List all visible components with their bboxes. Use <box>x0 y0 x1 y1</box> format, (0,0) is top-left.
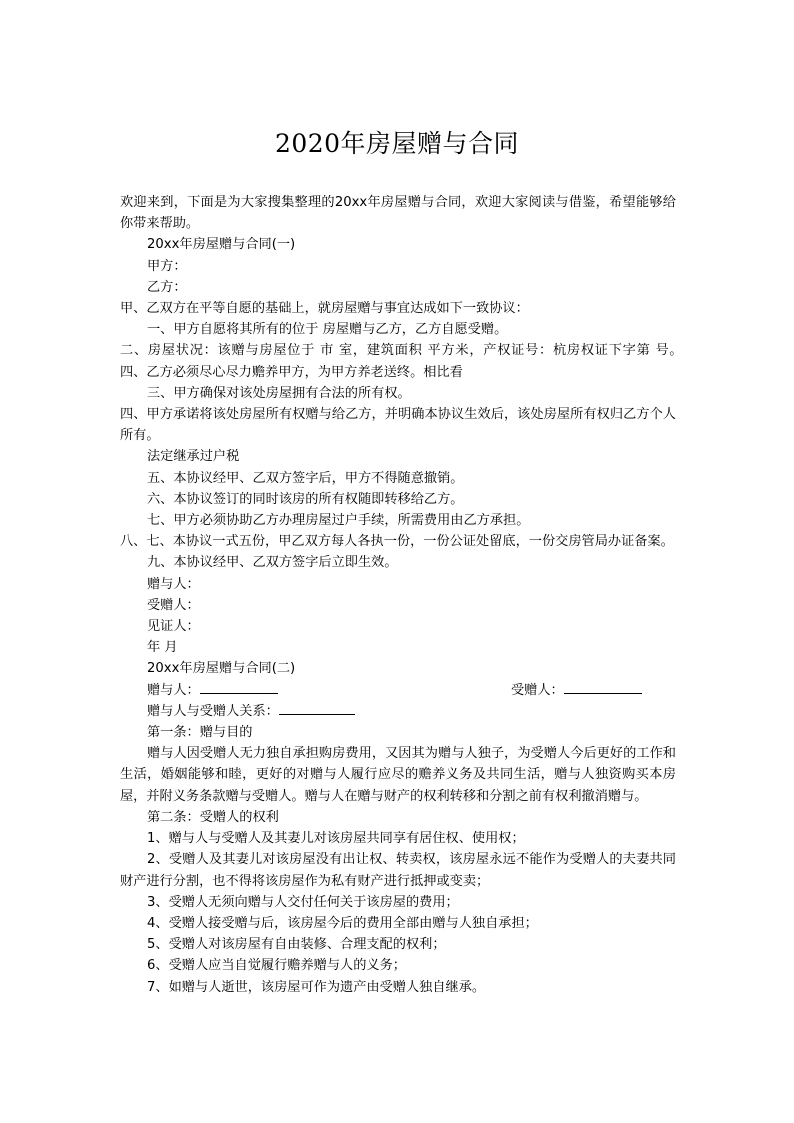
page-title: 2020年房屋赠与合同 <box>274 129 520 158</box>
donee-blank <box>564 681 642 694</box>
contract1-paragraph: 一、甲方自愿将其所有的位于 房屋赠与乙方，乙方自愿受赠。 <box>147 322 508 338</box>
contract1-paragraph: 甲、乙双方在平等自愿的基础上，就房屋赠与事宜达成如下一致协议： <box>120 301 529 317</box>
donee-label: 受赠人： <box>511 682 564 698</box>
donee-signature-line: 受赠人： <box>147 597 200 613</box>
document-body <box>120 192 703 998</box>
intro-paragraph: 欢迎来到，下面是为大家搜集整理的20xx年房屋赠与合同，欢迎大家阅读与借鉴，希望能够给你带来帮助。 <box>120 195 676 232</box>
contract1-paragraph: 五、本协议经甲、乙双方签字后，甲方不得随意撤销。 <box>147 470 464 486</box>
contract1-paragraph: 四、甲方承诺将该处房屋所有权赠与给乙方，并明确本协议生效后，该处房屋所有权归乙方个人所有。 <box>120 407 676 444</box>
donee-field <box>511 680 676 701</box>
article2-item: 4、受赠人接受赠与后，该房屋今后的费用全部由赠与人独自承担； <box>147 915 538 931</box>
donor-blank <box>200 681 278 694</box>
witness-signature-line: 见证人： <box>147 619 200 635</box>
article2-item: 3、受赠人无须向赠与人交付任何关于该房屋的费用； <box>147 894 459 910</box>
article2-item: 5、受赠人对该房屋有自由装修、合理支配的权利； <box>147 937 446 953</box>
contract1-paragraph: 六、本协议签订的同时该房的所有权随即转移给乙方。 <box>147 491 464 507</box>
contract1-paragraph: 二、房屋状况：该赠与房屋位于 市 室，建筑面积 平方米，产权证号：杭房权证下字第 号。 四、乙方必须尽心尽力赡养甲方，为甲方养老送终。相比看 <box>120 343 703 380</box>
article2-item: 7、如赠与人逝世，该房屋可作为遗产由受赠人独自继承。 <box>147 979 486 995</box>
article2-item: 6、受赠人应当自觉履行赡养赠与人的义务； <box>147 958 406 974</box>
date-line: 年 月 <box>147 640 178 656</box>
article1-text: 赠与人因受赠人无力独自承担购房费用，又因其为赠与人独子，为受赠人今后更好的工作和生活，婚姻能够和睦，更好的对赠与人履行应尽的赡养义务及共同生活，赠与人独资购买本房屋，并附义务条款赠与受赠人。赠与人在赠与财产的权利转移和分割之前有权利撤消赠与。 <box>120 746 676 804</box>
article2-item: 1、赠与人与受赠人及其妻儿对该房屋共同享有居住权、使用权； <box>147 831 525 847</box>
article2-title: 第二条：受赠人的权利 <box>147 809 279 825</box>
party-b-line: 乙方： <box>147 279 187 295</box>
relation-field <box>120 701 676 722</box>
contract1-paragraph: 三、甲方确保对该处房屋拥有合法的所有权。 <box>147 385 411 401</box>
contract1-paragraph: 七、甲方必须协助乙方办理房屋过户手续，所需费用由乙方承担。 <box>147 513 530 529</box>
contract1-paragraph: 九、本协议经甲、乙双方签字后立即生效。 <box>147 555 398 571</box>
contract1-paragraph: 法定继承过户税 <box>147 449 240 465</box>
article1-title: 第一条：赠与目的 <box>147 725 253 741</box>
contract1-paragraph: 八、七、本协议一式五份，甲乙双方每人各执一份，一份公证处留底，一份交房管局办证备案。 <box>120 534 674 550</box>
relation-blank <box>279 702 355 715</box>
donor-field <box>147 680 511 701</box>
party-a-line: 甲方： <box>147 258 187 274</box>
donor-signature-line: 赠与人： <box>147 576 200 592</box>
contract1-heading: 20xx年房屋赠与合同(一) <box>147 237 296 253</box>
signature-row <box>120 680 676 701</box>
contract2-heading: 20xx年房屋赠与合同(二) <box>147 661 296 677</box>
relation-label: 赠与人与受赠人关系： <box>147 703 279 719</box>
article2-item: 2、受赠人及其妻儿对该房屋没有出让权、转卖权，该房屋永远不能作为受赠人的夫妻共同财产进行分割，也不得将该房屋作为私有财产进行抵押或变卖； <box>120 852 676 889</box>
donor-label: 赠与人： <box>147 682 200 698</box>
